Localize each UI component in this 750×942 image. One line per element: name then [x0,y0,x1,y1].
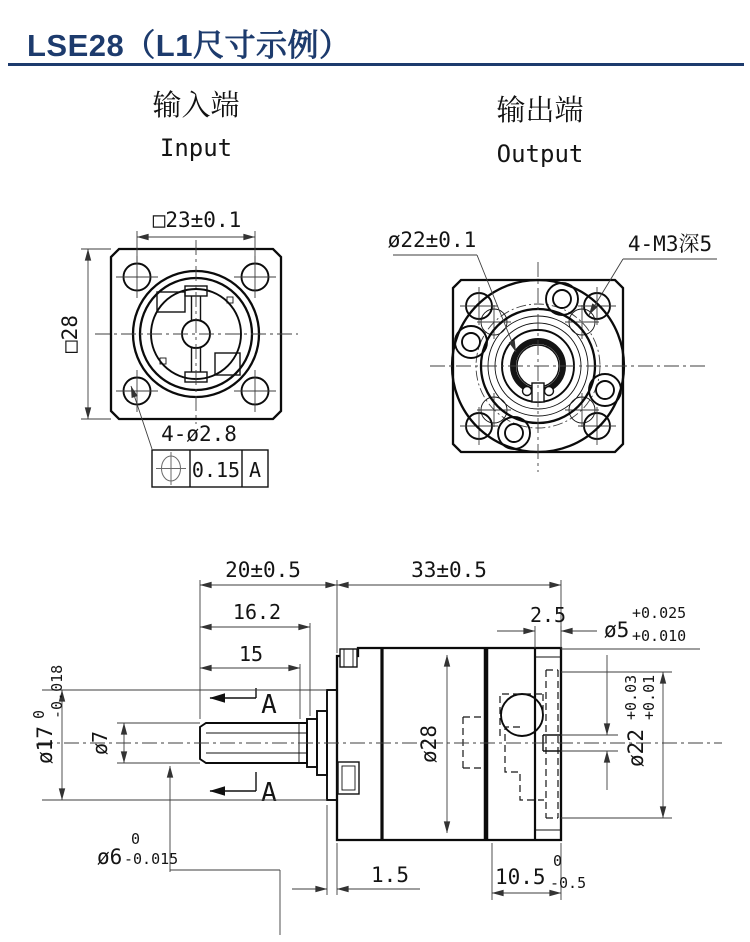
gdt-frame [152,450,268,487]
svg-text:16.2: 16.2 [232,600,282,624]
svg-text:-0.5: -0.5 [550,874,587,892]
dim-body-len [337,558,561,585]
dim-pilot-dia [30,665,327,800]
internal-hidden-steps [505,727,544,800]
svg-text:ø5: ø5 [604,618,630,642]
svg-text:+0.025: +0.025 [632,604,687,622]
svg-text:+0.01: +0.01 [640,674,658,720]
section-plane-a [210,688,277,808]
dim-shaft-len [200,642,300,719]
page-title: LSE28（L1尺寸示例） [27,28,351,63]
svg-text:ø28: ø28 [417,725,441,763]
svg-text:20±0.5: 20±0.5 [225,558,301,582]
svg-text:2.5: 2.5 [529,603,567,627]
snap-ring-hole [523,387,532,396]
svg-text:-0.015: -0.015 [124,850,179,868]
input-label-cn: 输入端 [152,90,240,122]
top-screw [340,649,357,667]
sun-gear-hidden [463,717,482,768]
svg-text:ø6: ø6 [97,845,123,869]
svg-text:A: A [261,690,277,720]
svg-text:□28: □28 [58,315,82,353]
svg-text:A: A [261,778,277,808]
view-labels [152,89,583,168]
output-label-en: Output [496,140,584,168]
svg-text:+0.03: +0.03 [622,674,640,720]
input-end-view [58,208,298,487]
recess-hidden [546,670,558,818]
svg-text:0: 0 [553,852,563,870]
svg-text:4-ø2.8: 4-ø2.8 [161,422,237,446]
output-end-view [388,228,717,472]
dim-cap-len [492,843,586,900]
svg-text:ø7: ø7 [88,730,112,756]
snap-ring-hole [545,387,554,396]
dim-body-dia [417,655,447,833]
output-holes-callout [589,232,717,315]
svg-text:ø22±0.1: ø22±0.1 [387,228,477,252]
gearbox-body [337,648,561,840]
side-section-view [30,558,722,935]
position-tolerance-icon [156,452,186,485]
dim-cap-offset [497,603,597,648]
svg-text:15: 15 [238,642,264,666]
svg-text:+0.010: +0.010 [632,627,687,645]
svg-text:33±0.5: 33±0.5 [411,558,487,582]
svg-text:4-M3深5: 4-M3深5 [627,232,713,256]
dim-recess-dia [561,672,672,818]
svg-text:0: 0 [30,709,48,719]
gdt-datum: A [248,458,262,482]
svg-text:10.5: 10.5 [495,865,546,889]
svg-text:ø22: ø22 [624,729,648,767]
bearing-ball [501,694,543,736]
svg-text:-0.018: -0.018 [48,664,66,719]
clamp-screw [338,762,359,794]
dim-spacer [292,805,420,895]
svg-text:0: 0 [131,830,141,848]
svg-text:ø17: ø17 [33,726,57,764]
input-label-en: Input [159,134,233,162]
svg-text:1.5: 1.5 [371,863,409,887]
svg-text:□23±0.1: □23±0.1 [152,208,242,232]
pilot-boss [327,690,337,800]
input-dim-bolt-pitch [137,208,255,265]
output-label-cn: 输出端 [496,95,584,127]
gdt-tolerance: 0.15 [191,458,241,482]
